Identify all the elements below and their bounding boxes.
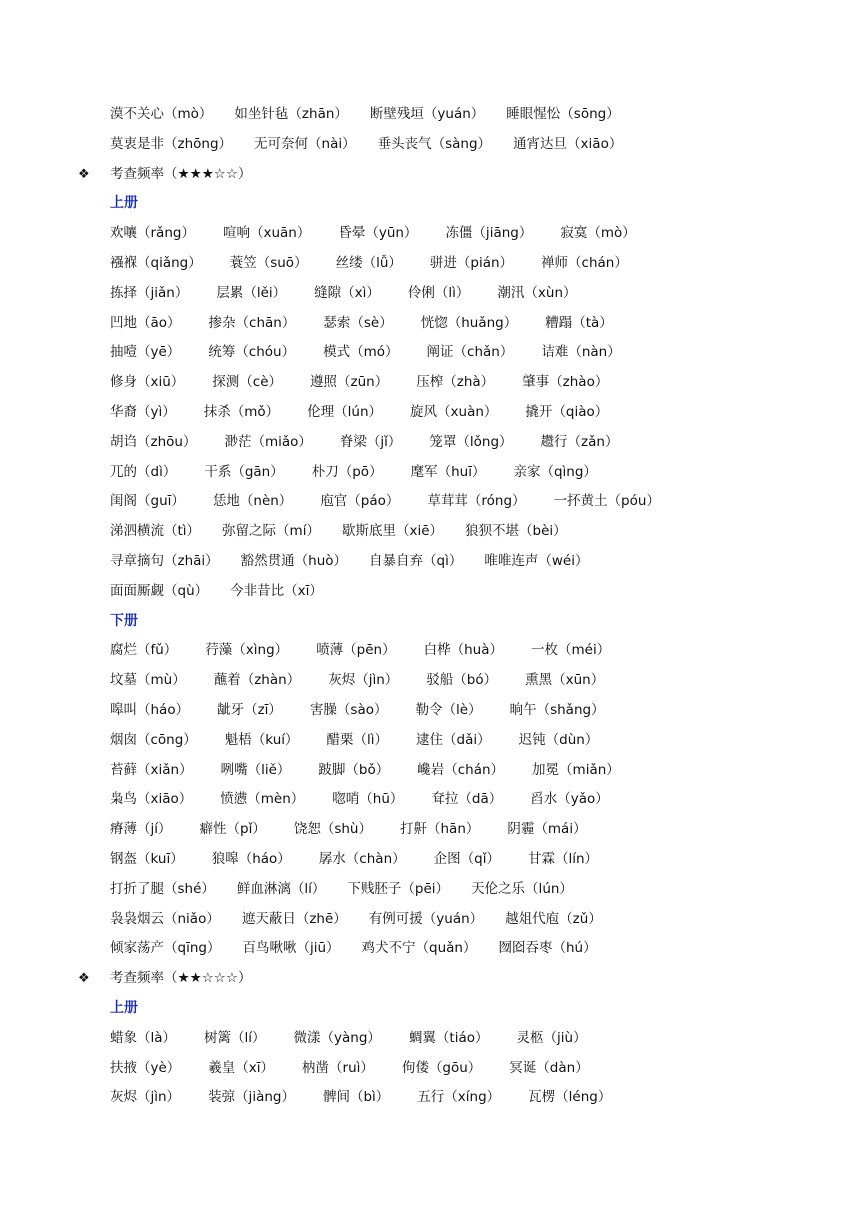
vocabulary-term: 禅师（chán）: [541, 254, 628, 271]
term-row: [110, 577, 830, 607]
vocabulary-term: 钢盔（kuī）: [110, 850, 184, 867]
vocabulary-term: 蘸着（zhàn）: [213, 672, 301, 689]
vocabulary-term: 睡眼惺忪（sōng）: [506, 106, 620, 122]
vocabulary-term: 抽噎（yē）: [110, 344, 181, 361]
vocabulary-term: 灰烬（jìn）: [110, 1089, 181, 1106]
vocabulary-term: 肇事（zhào）: [522, 374, 609, 391]
vocabulary-term: 白桦（huà）: [423, 642, 504, 659]
vocabulary-term: 丝缕（lǚ）: [335, 254, 402, 271]
vocabulary-term: 阴霾（mái）: [507, 821, 587, 838]
vocabulary-term: 恁地（nèn）: [212, 493, 293, 510]
vocabulary-list: [78, 100, 830, 1113]
vocabulary-term: 如坐针毡（zhān）: [234, 106, 348, 122]
term-row: [110, 875, 830, 905]
vocabulary-term: 魁梧（kuí）: [224, 731, 299, 748]
vocabulary-term: 巉岩（chán）: [417, 761, 505, 778]
vocabulary-term: 兀的（dì）: [110, 463, 177, 480]
term-row: [110, 368, 830, 398]
vocabulary-term: 昏晕（yūn）: [338, 225, 418, 242]
term-row: [110, 458, 830, 488]
vocabulary-term: 枘凿（ruì）: [302, 1059, 374, 1076]
vocabulary-term: 旋风（xuàn）: [410, 403, 498, 420]
vocabulary-term: 庖官（páo）: [320, 493, 400, 510]
vocabulary-term: 驳船（bó）: [426, 672, 498, 689]
vocabulary-term: 打鼾（hān）: [400, 821, 480, 838]
vocabulary-term: 断壁残垣（yuán）: [369, 106, 485, 122]
vocabulary-term: 拣择（jiǎn）: [110, 284, 189, 301]
vocabulary-term: 垂头丧气（sàng）: [377, 135, 492, 152]
vocabulary-term: 枭鸟（xiāo）: [110, 791, 193, 808]
term-row: [110, 696, 830, 726]
term-row: [110, 785, 830, 815]
vocabulary-term: 自暴自弃（qì）: [369, 552, 463, 569]
volume-heading: 上册: [110, 195, 138, 212]
vocabulary-term: 微漾（yàng）: [293, 1029, 381, 1046]
vocabulary-term: 骈进（pián）: [429, 254, 514, 271]
term-row: [110, 219, 830, 249]
frequency-label: 考查频率（★★★☆☆）: [110, 165, 252, 182]
vocabulary-term: 灵柩（jiù）: [516, 1029, 587, 1046]
vocabulary-term: 髀间（bì）: [322, 1089, 390, 1106]
vocabulary-term: 一枚（méi）: [531, 642, 611, 659]
term-row: [110, 905, 830, 935]
vocabulary-term: 灰烬（jìn）: [328, 672, 399, 689]
vocabulary-term: 狼狈不堪（bèi）: [465, 523, 567, 540]
vocabulary-term: 逮住（dǎi）: [416, 731, 491, 748]
vocabulary-term: 跛脚（bǒ）: [318, 761, 390, 778]
vocabulary-term: 抹杀（mǒ）: [203, 403, 280, 420]
vocabulary-term: 越俎代庖（zǔ）: [505, 910, 602, 927]
vocabulary-term: 遵照（zūn）: [310, 374, 389, 391]
vocabulary-term: 烟囱（cōng）: [110, 731, 197, 748]
vocabulary-term: 涕泗横流（tì）: [110, 523, 201, 540]
vocabulary-term: 加冕（miǎn）: [532, 761, 620, 778]
vocabulary-term: 撬开（qiào）: [525, 403, 609, 420]
term-row: [110, 309, 830, 339]
vocabulary-term: 熏黑（xūn）: [525, 672, 605, 689]
vocabulary-term: 缝隙（xì）: [314, 284, 380, 301]
vocabulary-term: 糟蹋（tà）: [545, 314, 613, 331]
frequency-heading: [78, 160, 830, 190]
vocabulary-term: 饶恕（shù）: [293, 821, 372, 838]
vocabulary-term: 草茸茸（róng）: [427, 493, 526, 510]
term-row: [110, 666, 830, 696]
vocabulary-term: 漠不关心（mò）: [110, 106, 213, 122]
vocabulary-term: 舀水（yǎo）: [530, 791, 609, 808]
vocabulary-term: 下贱胚子（pēi）: [347, 880, 450, 897]
vocabulary-term: 孱水（chàn）: [318, 850, 406, 867]
term-row: [110, 815, 830, 845]
vocabulary-term: 寂寞（mò）: [560, 225, 636, 242]
term-row: [110, 756, 830, 786]
vocabulary-term: 荇藻（xìng）: [205, 642, 289, 659]
vocabulary-term: 一抔黄土（póu）: [553, 493, 660, 510]
vocabulary-term: 凹地（āo）: [110, 314, 181, 331]
vocabulary-term: 华裔（yì）: [110, 403, 176, 420]
vocabulary-term: 打折了腿（shé）: [110, 880, 215, 897]
vocabulary-term: 五行（xíng）: [417, 1089, 501, 1106]
vocabulary-term: 襁褓（qiǎng）: [110, 254, 202, 271]
term-row: [110, 249, 830, 279]
vocabulary-term: 袅袅烟云（niǎo）: [110, 910, 220, 927]
vocabulary-term: 天伦之乐（lún）: [471, 880, 573, 897]
vocabulary-term: 害臊（sào）: [309, 701, 388, 718]
vocabulary-term: 勒令（lè）: [415, 701, 482, 718]
vocabulary-term: 闺阁（guī）: [110, 493, 185, 510]
vocabulary-term: 有例可援（yuán）: [368, 910, 484, 927]
term-row: [110, 1083, 830, 1113]
vocabulary-term: 面面厮觑（qù）: [110, 582, 209, 599]
diamond-bullet-icon: ❖: [78, 166, 90, 182]
term-row: [110, 279, 830, 309]
vocabulary-term: 冥诞（dàn）: [509, 1059, 589, 1076]
vocabulary-term: 唯唯连声（wéi）: [484, 552, 589, 569]
vocabulary-term: 坟墓（mù）: [110, 672, 186, 689]
vocabulary-term: 掺杂（chān）: [208, 314, 296, 331]
term-row: [110, 547, 830, 577]
vocabulary-term: 层累（lěi）: [216, 284, 287, 301]
term-row: [110, 338, 830, 368]
vocabulary-term: 蜩翼（tiáo）: [408, 1029, 489, 1046]
term-row: [110, 934, 830, 964]
vocabulary-term: 伶俐（lì）: [407, 284, 470, 301]
term-row: [110, 487, 830, 517]
vocabulary-term: 干系（gān）: [204, 463, 284, 480]
vocabulary-term: 囫囵吞枣（hú）: [498, 940, 597, 957]
term-row: [110, 1024, 830, 1054]
vocabulary-term: 倾家荡产（qīng）: [110, 940, 221, 957]
vocabulary-term: 寻章摘句（zhāi）: [110, 552, 219, 569]
vocabulary-term: 鸡犬不宁（quǎn）: [361, 940, 477, 957]
vocabulary-term: 阐证（chǎn）: [426, 344, 514, 361]
vocabulary-term: 歇斯底里（xiē）: [341, 523, 443, 540]
vocabulary-term: 修身（xiū）: [110, 374, 185, 391]
vocabulary-term: 嗥叫（háo）: [110, 701, 190, 718]
term-row: [110, 636, 830, 666]
vocabulary-term: 狼嗥（háo）: [211, 850, 291, 867]
diamond-bullet-icon: ❖: [78, 971, 90, 987]
vocabulary-term: 探测（cè）: [212, 374, 283, 391]
vocabulary-term: 装弶（jiàng）: [208, 1089, 295, 1106]
vocabulary-term: 豁然贯通（huò）: [240, 552, 348, 569]
vocabulary-term: 愤懑（mèn）: [220, 791, 305, 808]
vocabulary-term: 瓦楞（léng）: [528, 1089, 612, 1106]
vocabulary-term: 蓑笠（suō）: [229, 254, 308, 271]
vocabulary-term: 冻僵（jiāng）: [445, 225, 533, 242]
vocabulary-term: 模式（mó）: [323, 344, 399, 361]
vocabulary-term: 遮天蔽日（zhē）: [241, 910, 347, 927]
vocabulary-term: 羲皇（xī）: [208, 1059, 275, 1076]
vocabulary-term: 笼罩（lǒng）: [429, 433, 513, 450]
vocabulary-term: 晌午（shǎng）: [509, 701, 605, 718]
vocabulary-term: 咧嘴（liě）: [220, 761, 291, 778]
vocabulary-term: 统筹（chóu）: [208, 344, 296, 361]
term-row: [110, 845, 830, 875]
vocabulary-term: 迟钝（dùn）: [518, 731, 599, 748]
term-row: [110, 130, 830, 160]
vocabulary-term: 树篱（lí）: [204, 1029, 266, 1046]
vocabulary-term: 渺茫（miǎo）: [224, 433, 312, 450]
vocabulary-term: 喧响（xuān）: [222, 225, 311, 242]
term-row: [110, 1054, 830, 1084]
vocabulary-term: 朴刀（pō）: [311, 463, 383, 480]
vocabulary-term: 胡诌（zhōu）: [110, 433, 197, 450]
vocabulary-term: 腐烂（fǔ）: [110, 642, 178, 659]
vocabulary-term: 脊梁（jǐ）: [339, 433, 402, 450]
term-row: [110, 428, 830, 458]
term-row: [110, 517, 830, 547]
vocabulary-term: 麾军（huī）: [410, 463, 486, 480]
vocabulary-term: 耷拉（dā）: [431, 791, 503, 808]
vocabulary-term: 瘠薄（jí）: [110, 821, 172, 838]
vocabulary-term: 醋栗（lì）: [326, 731, 389, 748]
vocabulary-term: 潮汛（xùn）: [497, 284, 577, 301]
term-row: [110, 398, 830, 428]
vocabulary-term: 恍惚（huǎng）: [420, 314, 518, 331]
vocabulary-term: 通宵达旦（xiāo）: [513, 135, 623, 152]
vocabulary-term: 莫衷是非（zhōng）: [110, 135, 233, 152]
vocabulary-term: 欢嚷（rǎng）: [110, 225, 195, 242]
vocabulary-term: 压榨（zhà）: [416, 374, 495, 391]
term-row: [110, 100, 830, 130]
volume-heading: 上册: [110, 999, 138, 1016]
volume-heading: 下册: [110, 612, 138, 629]
term-row: [110, 726, 830, 756]
vocabulary-term: 无可奈何（nài）: [254, 135, 356, 152]
vocabulary-term: 瑟索（sè）: [323, 314, 393, 331]
vocabulary-term: 唿哨（hū）: [332, 791, 404, 808]
frequency-heading: [78, 964, 830, 994]
vocabulary-term: 诘难（nàn）: [541, 344, 621, 361]
vocabulary-term: 今非昔比（xī）: [230, 582, 323, 599]
vocabulary-term: 弥留之际（mí）: [222, 523, 320, 540]
vocabulary-term: 亲家（qìng）: [513, 463, 597, 480]
vocabulary-term: 喷薄（pēn）: [316, 642, 396, 659]
vocabulary-term: 龇牙（zī）: [217, 701, 282, 718]
vocabulary-term: 苔藓（xiǎn）: [110, 761, 193, 778]
vocabulary-term: 扶掖（yè）: [110, 1059, 181, 1076]
vocabulary-term: 佝偻（gōu）: [401, 1059, 482, 1076]
vocabulary-term: 蜡象（là）: [110, 1029, 177, 1046]
vocabulary-term: 伦理（lún）: [307, 403, 383, 420]
vocabulary-term: 鲜血淋漓（lí）: [236, 880, 326, 897]
vocabulary-term: 甘霖（lín）: [527, 850, 599, 867]
vocabulary-term: 企图（qǐ）: [433, 850, 500, 867]
frequency-label: 考查频率（★★☆☆☆）: [110, 970, 252, 987]
vocabulary-term: 百鸟啾啾（jiū）: [242, 940, 340, 957]
vocabulary-term: 癖性（pǐ）: [199, 821, 266, 838]
vocabulary-term: 趱行（zǎn）: [540, 433, 619, 450]
